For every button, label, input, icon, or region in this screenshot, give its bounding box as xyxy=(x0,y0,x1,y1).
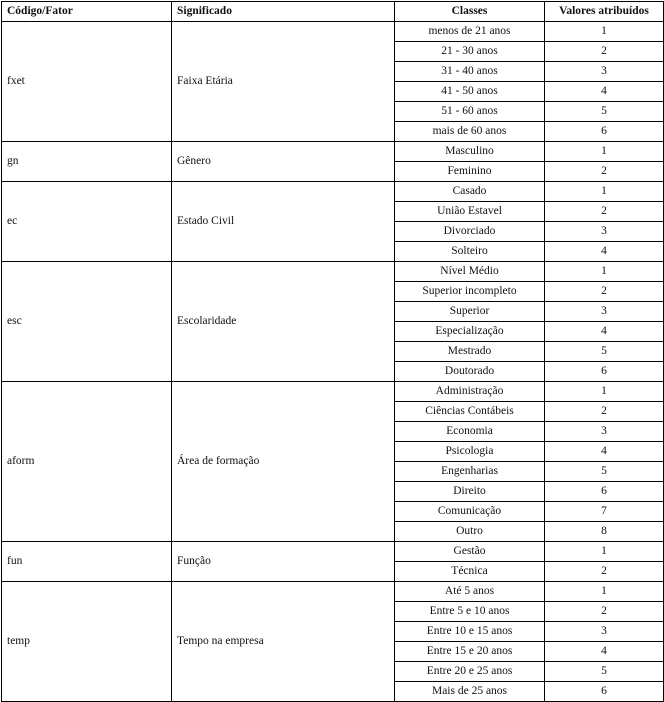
class-cell: Entre 20 e 25 anos xyxy=(395,662,545,682)
value-cell: 6 xyxy=(545,482,664,502)
class-cell: Especialização xyxy=(395,322,545,342)
value-cell: 2 xyxy=(545,602,664,622)
table-row xyxy=(2,142,664,162)
class-cell: Casado xyxy=(395,182,545,202)
class-cell: Psicologia xyxy=(395,442,545,462)
factor-code-cell: fxet xyxy=(2,22,172,142)
class-cell: Divorciado xyxy=(395,222,545,242)
value-cell: 5 xyxy=(545,342,664,362)
header-code: Código/Fator xyxy=(2,2,172,22)
header-classes: Classes xyxy=(395,2,545,22)
value-cell: 4 xyxy=(545,242,664,262)
factor-meaning-cell: Área de formação xyxy=(172,382,395,542)
value-cell: 5 xyxy=(545,662,664,682)
table-row xyxy=(2,542,664,562)
class-cell: Técnica xyxy=(395,562,545,582)
factor-meaning-cell: Tempo na empresa xyxy=(172,582,395,702)
value-cell: 1 xyxy=(545,582,664,602)
class-cell: União Estavel xyxy=(395,202,545,222)
class-cell: Entre 10 e 15 anos xyxy=(395,622,545,642)
value-cell: 4 xyxy=(545,82,664,102)
value-cell: 3 xyxy=(545,622,664,642)
class-cell: Comunicação xyxy=(395,502,545,522)
class-cell: 41 - 50 anos xyxy=(395,82,545,102)
value-cell: 1 xyxy=(545,382,664,402)
value-cell: 1 xyxy=(545,142,664,162)
header-row xyxy=(2,2,664,22)
class-cell: 21 - 30 anos xyxy=(395,42,545,62)
value-cell: 5 xyxy=(545,462,664,482)
value-cell: 7 xyxy=(545,502,664,522)
value-cell: 6 xyxy=(545,682,664,702)
class-cell: Feminino xyxy=(395,162,545,182)
value-cell: 2 xyxy=(545,282,664,302)
class-cell: Nível Médio xyxy=(395,262,545,282)
table-row xyxy=(2,582,664,602)
factor-meaning-cell: Gênero xyxy=(172,142,395,182)
value-cell: 5 xyxy=(545,102,664,122)
value-cell: 4 xyxy=(545,642,664,662)
class-cell: 51 - 60 anos xyxy=(395,102,545,122)
value-cell: 2 xyxy=(545,562,664,582)
value-cell: 6 xyxy=(545,122,664,142)
class-cell: Ciências Contábeis xyxy=(395,402,545,422)
class-cell: Solteiro xyxy=(395,242,545,262)
value-cell: 2 xyxy=(545,162,664,182)
factor-meaning-cell: Função xyxy=(172,542,395,582)
value-cell: 1 xyxy=(545,262,664,282)
factor-meaning-cell: Faixa Etária xyxy=(172,22,395,142)
value-cell: 3 xyxy=(545,62,664,82)
value-cell: 6 xyxy=(545,362,664,382)
class-cell: Mestrado xyxy=(395,342,545,362)
class-cell: Administração xyxy=(395,382,545,402)
table-row xyxy=(2,262,664,282)
factor-code-cell: ec xyxy=(2,182,172,262)
factor-table xyxy=(1,1,664,702)
factor-code-cell: aform xyxy=(2,382,172,542)
table-body xyxy=(2,22,664,702)
value-cell: 8 xyxy=(545,522,664,542)
factor-code-cell: esc xyxy=(2,262,172,382)
class-cell: Gestão xyxy=(395,542,545,562)
class-cell: Até 5 anos xyxy=(395,582,545,602)
class-cell: Entre 5 e 10 anos xyxy=(395,602,545,622)
class-cell: Superior incompleto xyxy=(395,282,545,302)
value-cell: 3 xyxy=(545,222,664,242)
factor-meaning-cell: Escolaridade xyxy=(172,262,395,382)
class-cell: Mais de 25 anos xyxy=(395,682,545,702)
value-cell: 1 xyxy=(545,22,664,42)
header-meaning: Significado xyxy=(172,2,395,22)
class-cell: mais de 60 anos xyxy=(395,122,545,142)
table-row xyxy=(2,382,664,402)
value-cell: 2 xyxy=(545,202,664,222)
value-cell: 3 xyxy=(545,302,664,322)
value-cell: 4 xyxy=(545,322,664,342)
class-cell: Doutorado xyxy=(395,362,545,382)
table-row xyxy=(2,22,664,42)
factor-meaning-cell: Estado Civil xyxy=(172,182,395,262)
table-row xyxy=(2,182,664,202)
header-values: Valores atribuídos xyxy=(545,2,664,22)
factor-code-cell: gn xyxy=(2,142,172,182)
class-cell: 31 - 40 anos xyxy=(395,62,545,82)
class-cell: Superior xyxy=(395,302,545,322)
class-cell: Outro xyxy=(395,522,545,542)
class-cell: Entre 15 e 20 anos xyxy=(395,642,545,662)
value-cell: 3 xyxy=(545,422,664,442)
value-cell: 2 xyxy=(545,42,664,62)
value-cell: 1 xyxy=(545,542,664,562)
factor-code-cell: temp xyxy=(2,582,172,702)
class-cell: Masculino xyxy=(395,142,545,162)
class-cell: Economia xyxy=(395,422,545,442)
value-cell: 1 xyxy=(545,182,664,202)
class-cell: menos de 21 anos xyxy=(395,22,545,42)
factor-code-cell: fun xyxy=(2,542,172,582)
value-cell: 2 xyxy=(545,402,664,422)
value-cell: 4 xyxy=(545,442,664,462)
class-cell: Engenharias xyxy=(395,462,545,482)
class-cell: Direito xyxy=(395,482,545,502)
